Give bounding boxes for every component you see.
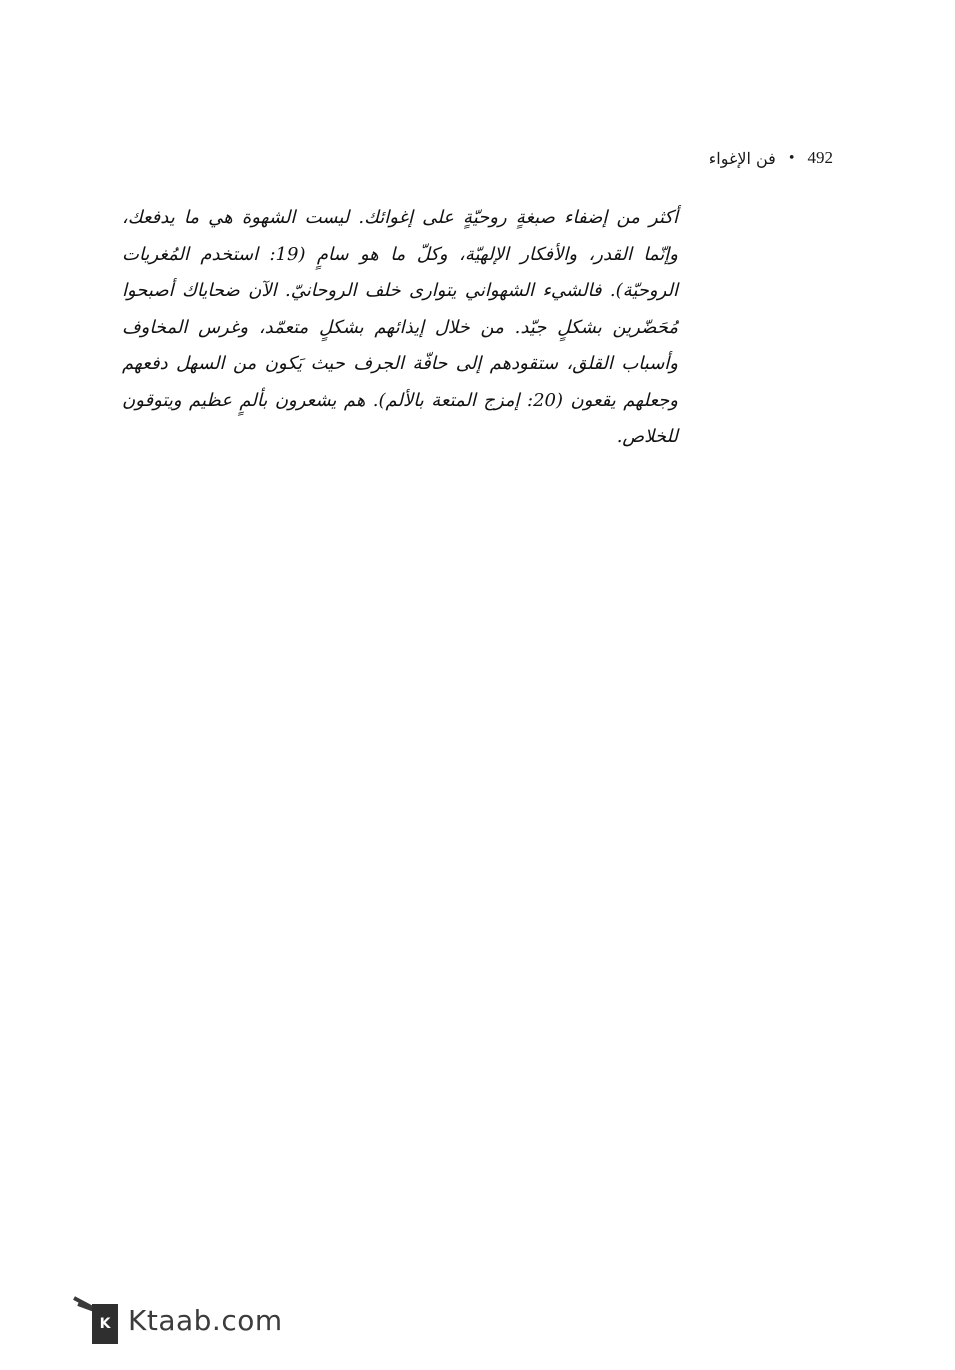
site-name: Ktaab.com — [128, 1303, 283, 1337]
header-bullet: • — [787, 150, 796, 166]
body-paragraph: أكثر من إضفاء صبغةٍ روحيّةٍ على إغوائك. ليست الشهوة هي ما يدفعك، وإنّما القدر، والأفكار الإلهيّة، وكلّ ما هو سامٍ (19: استخدم المُغريات الروحيّة). فالشيء الشهواني يتوارى خلف الروحانيّ. الآن ضحاياك أصبحوا مُحَضّرين بشكلٍ جيّد. من خلال إيذائهم بشكلٍ متعمّد، وغرس المخاوف وأسباب القلق، ستقودهم إلى حافّة الجرف حيث يَكون من السهل دفعهم وجعلهم يقعون (20: إمزج المتعة بالألم). هم يشعرون بألمٍ عظيم ويتوقون للخلاص. — [122, 207, 678, 447]
site-watermark — [70, 1294, 283, 1346]
running-title: فن الإغواء — [708, 148, 776, 168]
logo-letter: K — [92, 1304, 118, 1344]
page-header — [709, 148, 833, 168]
page-number: 492 — [807, 148, 833, 167]
book-logo-icon — [70, 1294, 120, 1346]
